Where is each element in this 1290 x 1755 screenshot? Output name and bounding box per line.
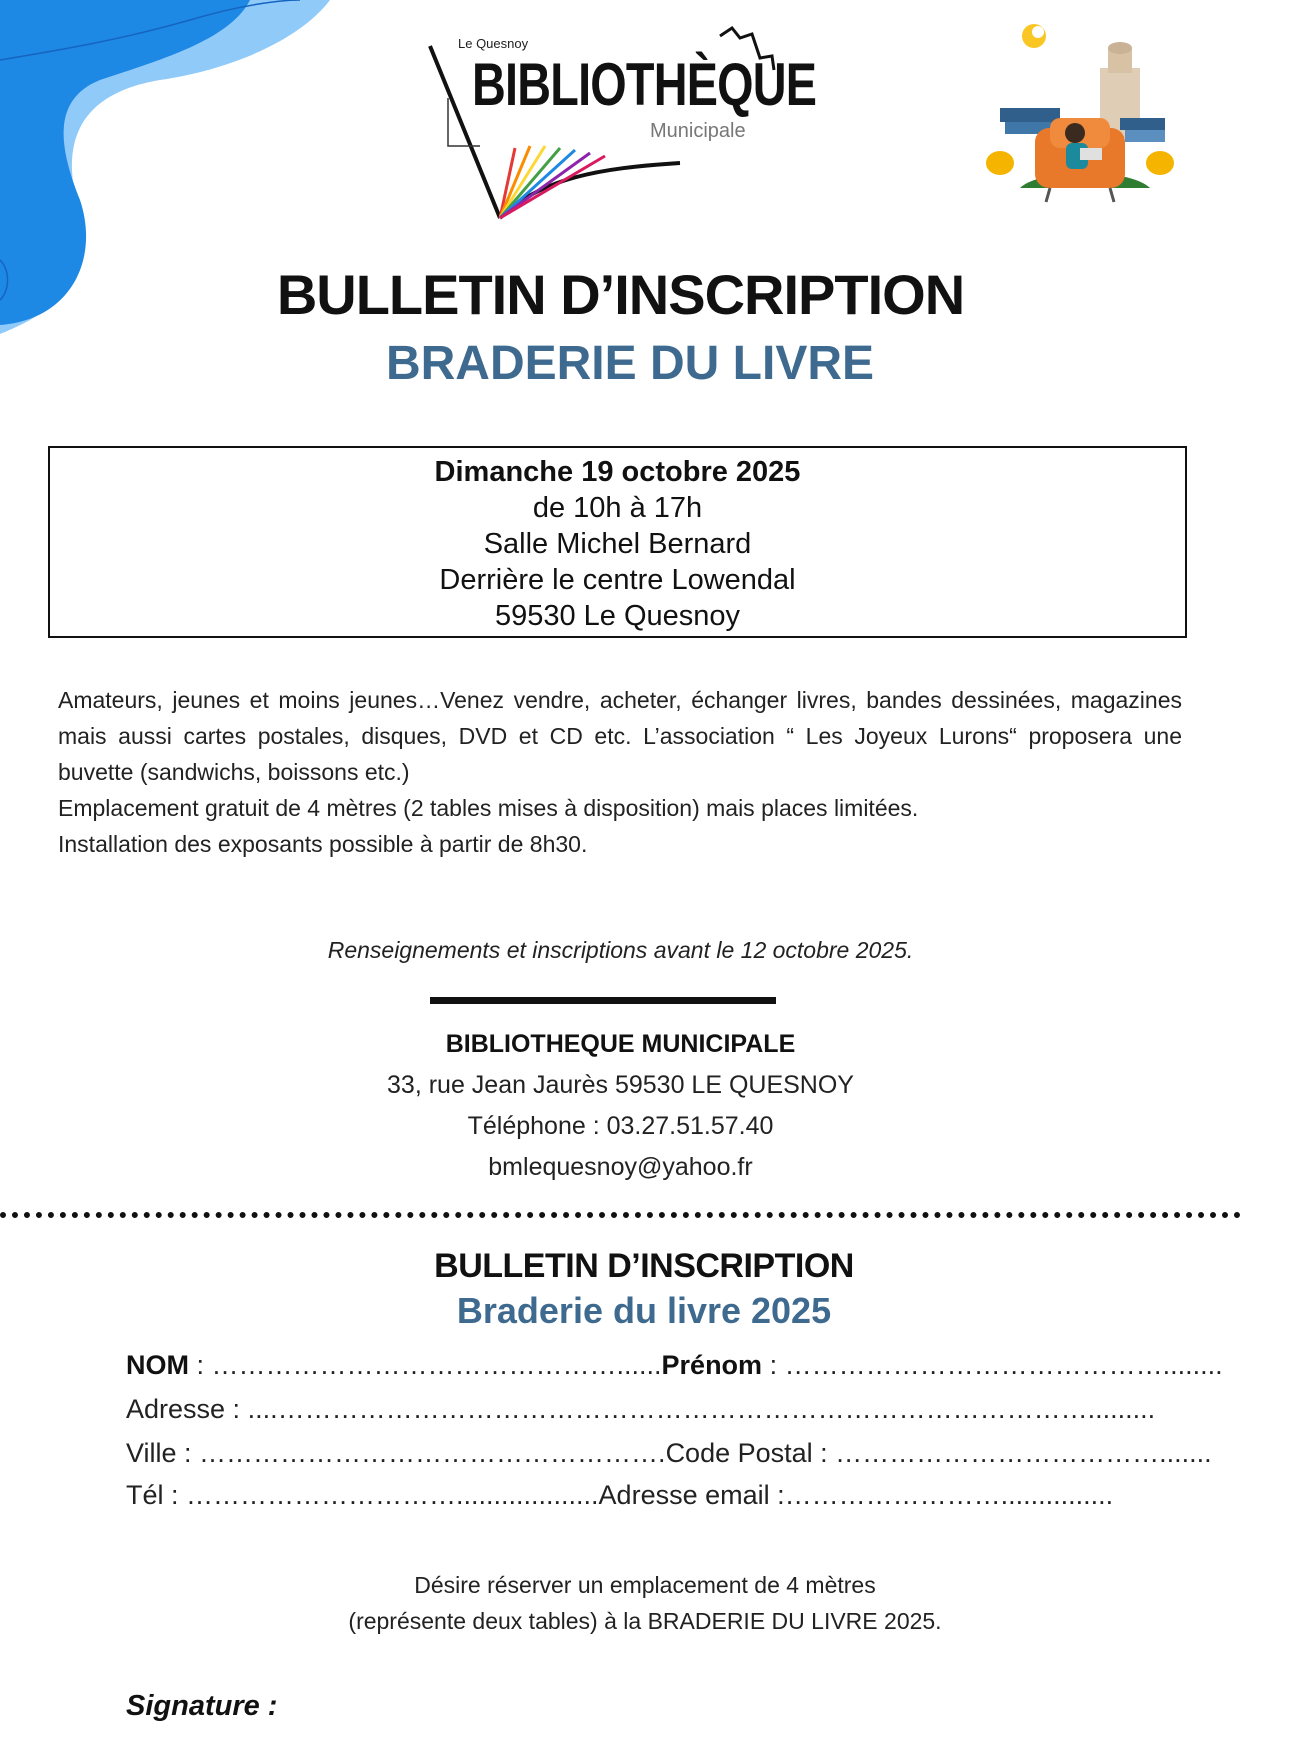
form-subtitle: Braderie du livre 2025 [456, 1290, 832, 1331]
form-title: BULLETIN D’INSCRIPTION [434, 1247, 854, 1285]
adresse-field[interactable]: ....………………………………………………………………………………......... [247, 1394, 1156, 1424]
nom-label: NOM [126, 1350, 189, 1380]
event-date: Dimanche 19 octobre 2025 [434, 456, 801, 488]
page-subtitle: BRADERIE DU LIVRE [385, 337, 875, 390]
email-field[interactable]: ……………………............... [784, 1480, 1114, 1510]
contact-address: 33, rue Jean Jaurès 59530 LE QUESNOY [387, 1071, 854, 1099]
divider [430, 997, 776, 1004]
contact-phone: Téléphone : 03.27.51.57.40 [467, 1112, 774, 1140]
ville-field[interactable]: ……………………………………………. [199, 1438, 666, 1468]
contact-name: BIBLIOTHEQUE MUNICIPALE [445, 1030, 796, 1058]
event-location: Derrière le centre Lowendal [439, 564, 796, 596]
code-postal-field[interactable]: ………………………………....... [835, 1438, 1212, 1468]
logo-sub-text: Municipale [650, 120, 746, 142]
description-line-pitch: Emplacement gratuit de 4 mètres (2 tables mises à disposition) mais places limitées. [58, 795, 919, 821]
cut-line [0, 1212, 1241, 1218]
form-row-address [126, 1394, 1156, 1425]
logo-main-text: BIBLIOTHÈQUE [472, 51, 817, 118]
ville-label: Ville : [126, 1438, 200, 1468]
registration-deadline-note: Renseignements et inscriptions avant le 12 octobre 2025. [327, 937, 914, 963]
prenom-field[interactable]: ……………………………………........ [784, 1350, 1223, 1380]
prenom-label: Prénom [661, 1350, 763, 1380]
tel-label: Tél : [126, 1480, 187, 1510]
event-venue: Salle Michel Bernard [483, 528, 752, 560]
tel-field[interactable]: …………………………................... [186, 1480, 599, 1510]
prenom-colon: : [762, 1350, 785, 1380]
reservation-line-2: (représente deux tables) à la BRADERIE DU LIVRE 2025. [348, 1608, 942, 1634]
adresse-label: Adresse : [126, 1394, 248, 1424]
nom-colon: : [189, 1350, 212, 1380]
event-description [58, 682, 1182, 862]
form-row-city [126, 1438, 1212, 1469]
description-paragraph: Amateurs, jeunes et moins jeunes…Venez vendre, acheter, échanger livres, bandes dessinées, magazines mais aussi cartes postales, disques, DVD et CD etc. L’association “ Les Joyeux Lurons“ proposera une buvette (sandwichs, boissons etc.) [58, 687, 1182, 785]
logo-small-text: Le Quesnoy [458, 36, 529, 51]
library-logo [420, 28, 817, 228]
reading-illustration [980, 18, 1180, 208]
event-details-box [48, 446, 1187, 638]
page-title: BULLETIN D’INSCRIPTION [276, 263, 965, 326]
event-city: 59530 Le Quesnoy [494, 600, 741, 632]
reservation-line-1: Désire réserver un emplacement de 4 mètres [414, 1572, 876, 1598]
code-postal-label: Code Postal : [665, 1438, 836, 1468]
event-hours: de 10h à 17h [532, 492, 703, 524]
nom-field[interactable]: ………………………………………...... [211, 1350, 662, 1380]
email-label: Adresse email : [598, 1480, 785, 1510]
contact-email[interactable]: bmlequesnoy@yahoo.fr [488, 1153, 753, 1181]
form-row-contact [126, 1480, 1126, 1511]
form-row-name [126, 1350, 1223, 1381]
signature-label: Signature : [126, 1690, 278, 1722]
description-line-setup: Installation des exposants possible à partir de 8h30. [58, 831, 588, 857]
